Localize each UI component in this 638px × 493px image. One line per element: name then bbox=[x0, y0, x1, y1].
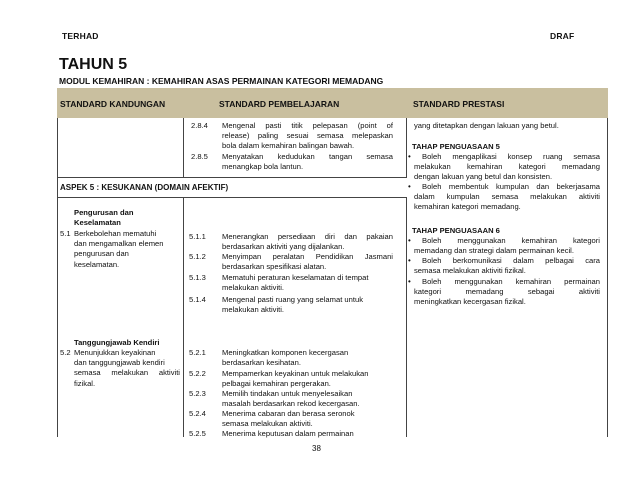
learning-standard-5-2-4: Menerima cabaran dan berasa seronok semasa melakukan aktiviti. bbox=[222, 409, 355, 429]
tahap-penguasaan-6-title: TAHAP PENGUASAAN 6 bbox=[412, 226, 500, 235]
item-code: 5.2.5 bbox=[189, 429, 206, 438]
item-code: 2.8.5 bbox=[191, 152, 208, 161]
column-divider-2-lower bbox=[406, 197, 407, 437]
column-divider-1-upper bbox=[183, 118, 184, 177]
section-heading-pengurusan: Pengurusan dan Keselamatan bbox=[74, 208, 134, 228]
column-header-prestasi: STANDARD PRESTASI bbox=[413, 99, 505, 109]
learning-standard-5-1-2: Menyimpan peralatan Pendidikan Jasmani berdasarkan spesifikasi alatan. bbox=[222, 252, 393, 272]
tp6-descriptor-1: Boleh menggunakan kemahiran kategori memadang dan strategi dalam permainan kecil. bbox=[414, 236, 600, 256]
section-number: 5.1 bbox=[60, 229, 71, 238]
prestasi-intro: yang ditetapkan dengan lakuan yang betul. bbox=[414, 121, 559, 130]
learning-standard-5-2-2: Mempamerkan keyakinan untuk melakukan pelbagai kemahiran pergerakan. bbox=[222, 369, 369, 389]
item-code: 5.1.3 bbox=[189, 273, 206, 282]
column-divider-2-upper bbox=[406, 118, 407, 177]
tp5-descriptor-1: Boleh mengaplikasi konsep ruang semasa melakukan kemahiran kategori memadang dengan lakuan yang betul dan konsisten. bbox=[414, 152, 600, 182]
bullet-icon: • bbox=[408, 236, 411, 245]
learning-standard-5-2-1: Meningkatkan komponen kecergasan berdasarkan kesihatan. bbox=[222, 348, 349, 368]
learning-standard-2-8-5: Menyatakan kedudukan tangan semasa menangkap bola lantun. bbox=[222, 152, 393, 172]
bullet-icon: • bbox=[408, 182, 411, 191]
table-border-right bbox=[607, 118, 608, 437]
item-code: 5.2.1 bbox=[189, 348, 206, 357]
bullet-icon: • bbox=[408, 152, 411, 161]
row-divider-2 bbox=[57, 197, 407, 198]
learning-standard-5-2-3: Memilih tindakan untuk menyelesaikan masalah berdasarkan rekod kecergasan. bbox=[222, 389, 360, 409]
tahap-penguasaan-5-title: TAHAP PENGUASAAN 5 bbox=[412, 142, 500, 151]
content-standard-5-1: Berkebolehan mematuhi dan mengamalkan elemen pengurusan dan keselamatan. bbox=[74, 229, 164, 269]
learning-standard-5-2-5: Menerima keputusan dalam permainan bbox=[222, 429, 354, 438]
bullet-icon: • bbox=[408, 256, 411, 265]
learning-standard-5-1-4: Mengenal pasti ruang yang selamat untuk melakukan aktiviti. bbox=[222, 295, 363, 315]
table-border-left bbox=[57, 118, 58, 437]
section-heading-tanggungjawab: Tanggungjawab Kendiri bbox=[74, 338, 160, 347]
item-code: 5.1.2 bbox=[189, 252, 206, 261]
row-divider-1 bbox=[57, 177, 407, 178]
column-header-kandungan: STANDARD KANDUNGAN bbox=[60, 99, 166, 109]
module-subtitle: MODUL KEMAHIRAN : KEMAHIRAN ASAS PERMAINAN KATEGORI MEMADANG bbox=[59, 76, 384, 86]
tp5-descriptor-2: Boleh membentuk kumpulan dan bekerjasama dalam kumpulan semasa melakukan aktiviti kemahiran kategori memadang. bbox=[414, 182, 600, 212]
item-code: 5.1.1 bbox=[189, 232, 206, 241]
page-title: TAHUN 5 bbox=[59, 56, 128, 73]
column-divider-1-lower bbox=[183, 197, 184, 437]
section-number: 5.2 bbox=[60, 348, 71, 357]
item-code: 5.2.3 bbox=[189, 389, 206, 398]
learning-standard-2-8-4: Mengenal pasti titik pelepasan (point of release) paling sesuai semasa melepaskan bola dalam kemahiran balingan bawah. bbox=[222, 121, 393, 151]
tp6-descriptor-2: Boleh berkomunikasi dalam pelbagai cara semasa melakukan aktiviti fizikal. bbox=[414, 256, 600, 276]
bullet-icon: • bbox=[408, 277, 411, 286]
item-code: 5.2.2 bbox=[189, 369, 206, 378]
learning-standard-5-1-1: Menerangkan persediaan diri dan pakaian berdasarkan aktiviti yang dijalankan. bbox=[222, 232, 393, 252]
aspect-heading: ASPEK 5 : KESUKANAN (DOMAIN AFEKTIF) bbox=[60, 183, 229, 192]
content-standard-5-2: Menunjukkan keyakinan dan tanggungjawab kendiri semasa melakukan aktiviti fizikal. bbox=[74, 348, 180, 388]
learning-standard-5-1-3: Mematuhi peraturan keselamatan di tempat melakukan aktiviti. bbox=[222, 273, 369, 293]
page-number: 38 bbox=[312, 444, 321, 453]
item-code: 5.2.4 bbox=[189, 409, 206, 418]
classification-label: TERHAD bbox=[62, 31, 99, 41]
item-code: 5.1.4 bbox=[189, 295, 206, 304]
item-code: 2.8.4 bbox=[191, 121, 208, 130]
column-header-pembelajaran: STANDARD PEMBELAJARAN bbox=[219, 99, 340, 109]
draft-label: DRAF bbox=[550, 31, 575, 41]
tp6-descriptor-3: Boleh menggunakan kemahiran permainan kategori memadang sebagai aktiviti meningkatkan kecergasan fizikal. bbox=[414, 277, 600, 307]
